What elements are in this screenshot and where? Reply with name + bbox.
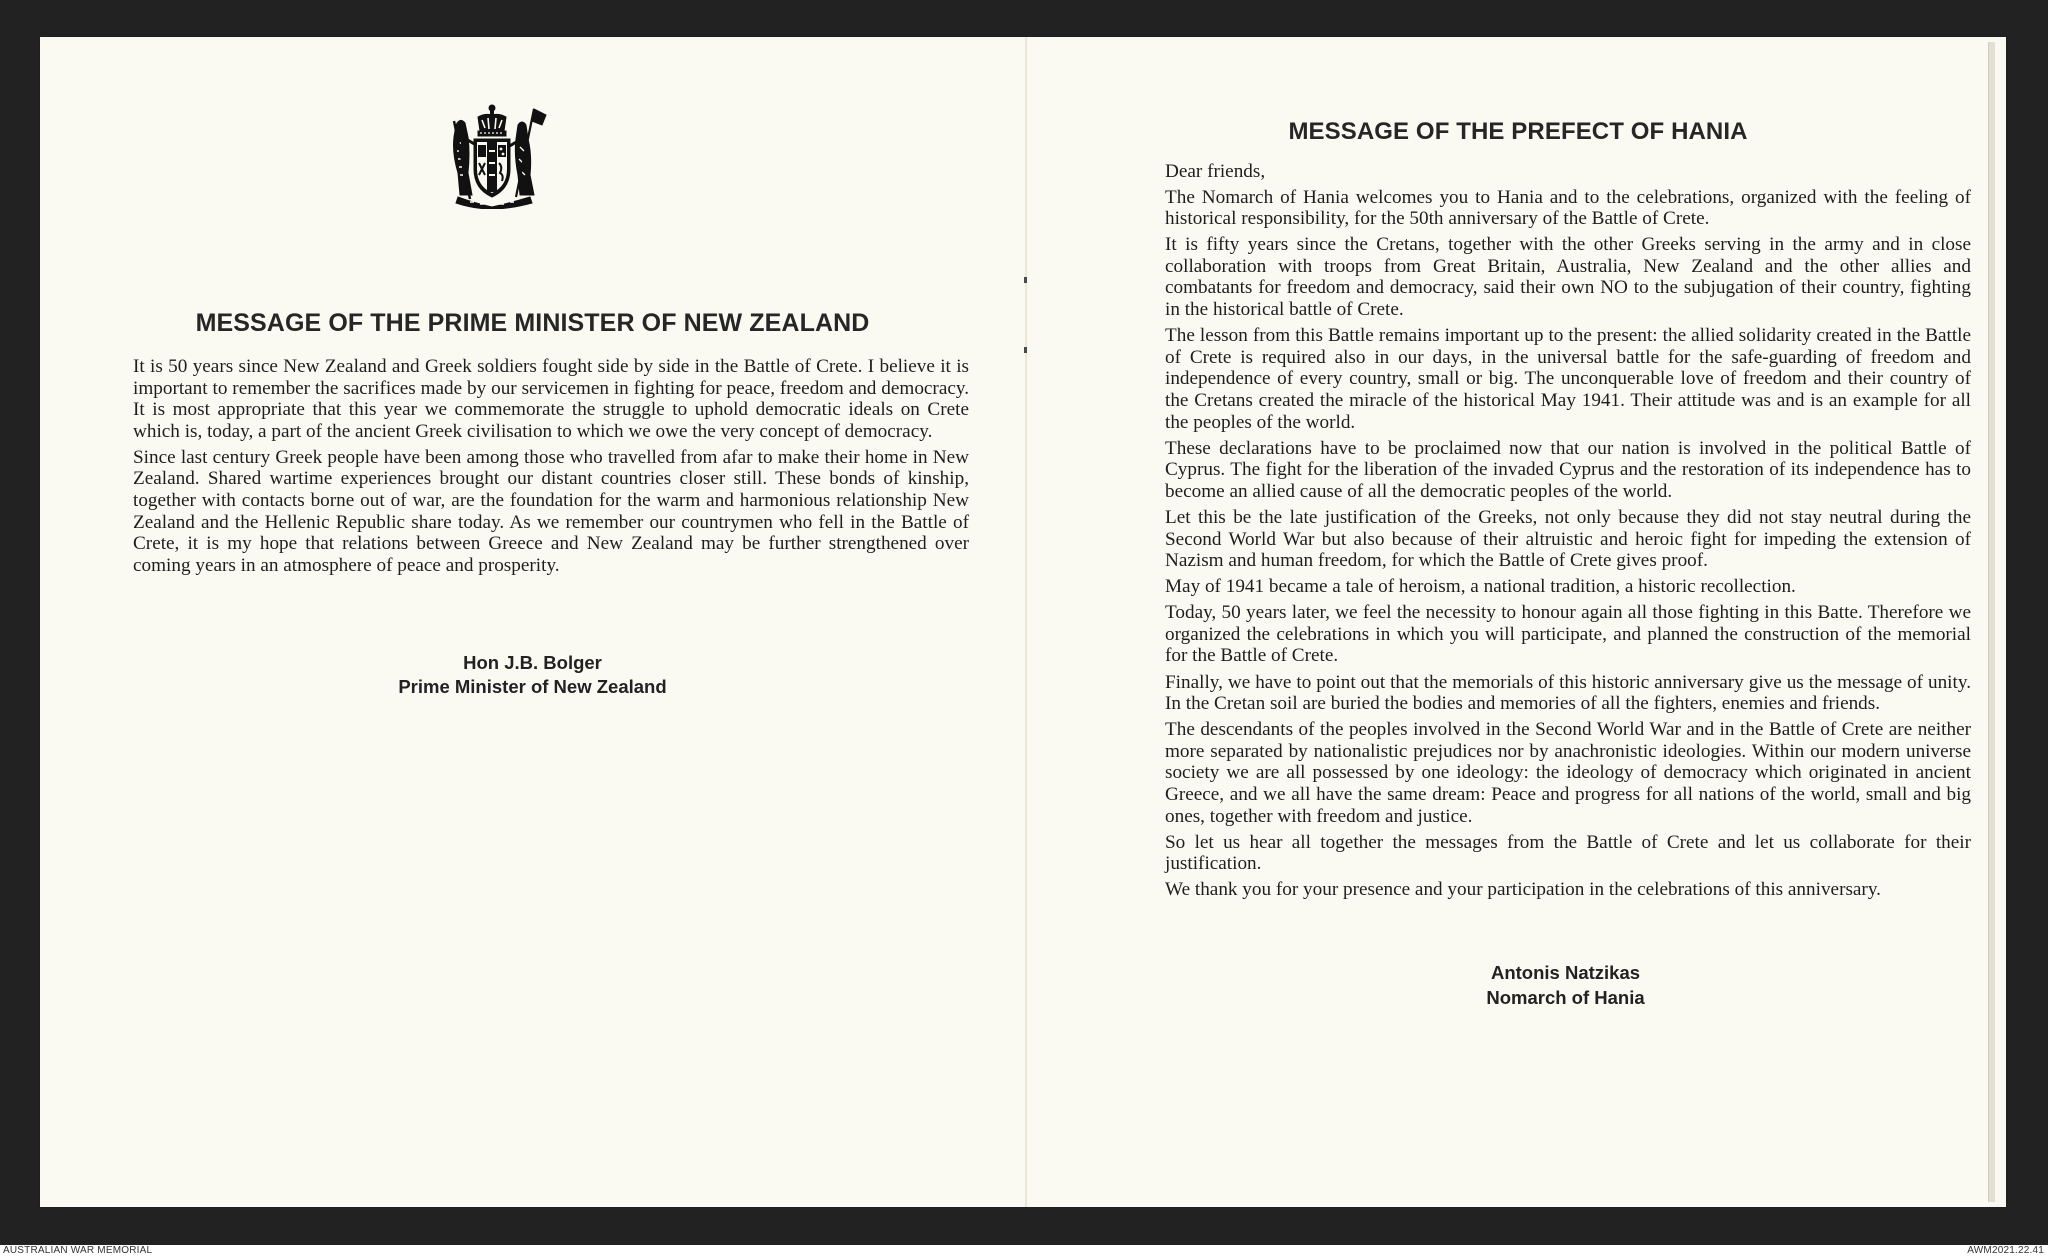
- signatory-title: Nomarch of Hania: [1486, 986, 1645, 1008]
- message-paragraph: May of 1941 became a tale of heroism, a national tradition, a historic recollection.: [1165, 576, 1796, 598]
- message-paragraph: The lesson from this Battle remains important up to the present: the allied solidarity created in the Battle of Crete is required also in our days, in the universal battle for the safe-guarding of freedom and independence of every country, small or big. The unconquerable love of freedom and their country of the Cretans created the miracle of the historical May 1941. Their attitude was and is an example for all the peoples of the world.: [1165, 325, 1971, 433]
- salutation: Dear friends,: [1165, 161, 1266, 182]
- page-edge: [1988, 42, 1995, 1202]
- institution-label: AUSTRALIAN WAR MEMORIAL: [3, 1245, 153, 1256]
- prefect-signature: [1028, 961, 2048, 1010]
- prime-minister-signature: [40, 651, 1025, 699]
- spine-fold: [1025, 37, 1027, 1207]
- prefect-message-heading: MESSAGE OF THE PREFECT OF HANIA: [1288, 118, 1748, 145]
- message-paragraph: The Nomarch of Hania welcomes you to Hania and to the celebrations, organized with the feeling of historical responsibility, for the 50th anniversary of the Battle of Crete.: [1165, 186, 1971, 230]
- right-page: [1028, 37, 1988, 1207]
- message-paragraph: Let this be the late justification of the Greeks, not only because they did not stay neutral during the Second World War but also because of their altruistic and heroic fight for impeding the extension of Nazism and human freedom, for which the Battle of Crete gives proof.: [1165, 506, 1971, 572]
- prime-minister-message-body: [133, 356, 969, 581]
- accession-number: AWM2021.22.41: [1967, 1245, 2044, 1256]
- message-paragraph: Today, 50 years later, we feel the necessity to honour again all those fighting in this Batte. Therefore we organized the celebrations in which you will participate, and planned the construction of the memorial for the Battle of Crete.: [1165, 602, 1971, 667]
- prime-minister-message-heading: MESSAGE OF THE PRIME MINISTER OF NEW ZEALAND: [195, 309, 870, 337]
- left-page: [40, 37, 1025, 1207]
- prefect-message-body: [1165, 161, 1971, 906]
- message-paragraph: It is fifty years since the Cretans, together with the other Greeks serving in the army and in close collaboration with troops from Great Britain, Australia, New Zealand and the other allies and combatants for freedom and democracy, said their own NO to the subjugation of their country, fighting in the historical battle of Crete.: [1165, 234, 1971, 321]
- message-paragraph: Since last century Greek people have been among those who travelled from afar to make their home in New Zealand. Shared wartime experiences brought our distant countries closer still. These bonds of kinship, together with contacts borne out of war, are the foundation for the warm and harmonious relationship New Zealand and the Hellenic Republic share today. As we remember our countrymen who fell in the Battle of Crete, it is my hope that relations between Greece and New Zealand may be further strengthened over coming years in an atmosphere of peace and prosperity.: [133, 446, 969, 576]
- message-paragraph: The descendants of the peoples involved in the Second World War and in the Battle of Crete are neither more separated by nationalistic prejudices nor by anachronistic ideologies. Within our modern universe society we are all possessed by one ideology: the ideology of democracy which originated in ancient Greece, and we all have the same dream: Peace and progress for all nations of the world, small and big ones, together with freedom and justice.: [1165, 719, 1971, 827]
- message-paragraph: Finally, we have to point out that the memorials of this historic anniversary give us the message of unity. In the Cretan soil are buried the bodies and memories of all the fighters, enemies and friends.: [1165, 671, 1971, 715]
- message-paragraph: It is 50 years since New Zealand and Greek soldiers fought side by side in the Battle of Crete. I believe it is important to remember the sacrifices made by our servicemen in fighting for peace, freedom and democracy. It is most appropriate that this year we commemorate the struggle to uphold democratic ideals on Crete which is, today, a part of the ancient Greek civilisation to which we owe the very concept of democracy.: [133, 356, 969, 442]
- message-paragraph: So let us hear all together the messages from the Battle of Crete and let us collaborate for their justification.: [1165, 831, 1971, 875]
- archive-footer: [0, 1245, 2048, 1258]
- signatory-name: Hon J.B. Bolger: [463, 652, 602, 673]
- message-paragraph: We thank you for your presence and your participation in the celebrations of this anniversary.: [1165, 879, 1881, 901]
- signatory-name: Antonis Natzikas: [1490, 962, 1641, 983]
- signatory-title: Prime Minister of New Zealand: [398, 676, 667, 697]
- booklet-spread: [40, 37, 2006, 1207]
- coat-of-arms-icon: [430, 103, 554, 209]
- message-paragraph: These declarations have to be proclaimed now that our nation is involved in the political Battle of Cyprus. The fight for the liberation of the invaded Cyprus and the restoration of its independence has to become an allied cause of all the democratic peoples of the world.: [1165, 437, 1971, 502]
